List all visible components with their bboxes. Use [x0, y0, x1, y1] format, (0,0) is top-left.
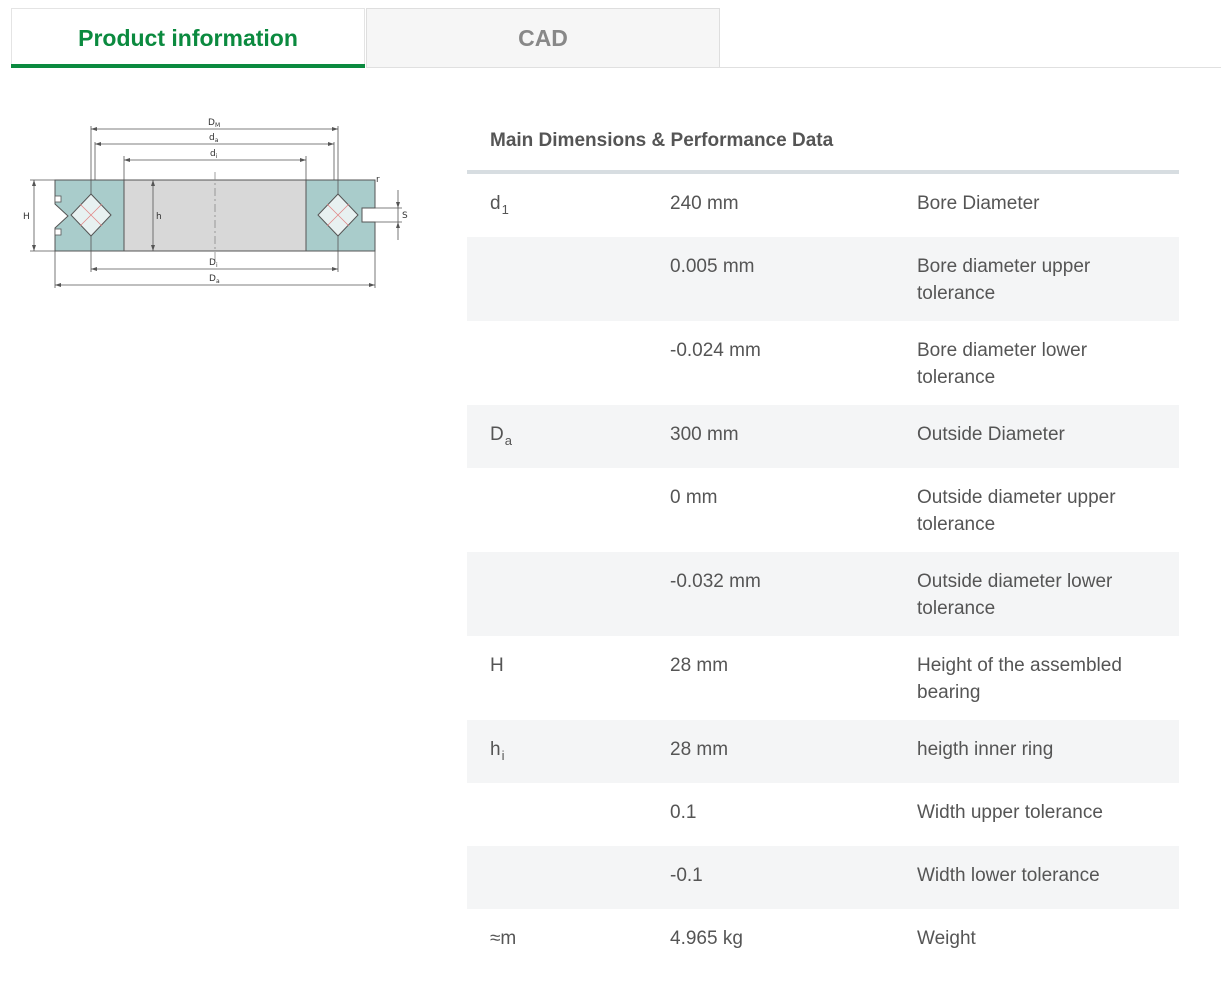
- row-value: 0.1: [670, 802, 697, 823]
- row-symbol: [467, 552, 647, 636]
- row-description: Outside diameter upper tolerance: [917, 487, 1116, 535]
- label-h: h: [156, 212, 162, 222]
- row-symbol: [467, 237, 647, 321]
- row-description: Outside Diameter: [917, 424, 1065, 445]
- row-symbol: [467, 321, 647, 405]
- dimensions-table: [467, 112, 1179, 972]
- row-description: Width lower tolerance: [917, 865, 1100, 886]
- table-row: [467, 552, 1179, 636]
- row-symbol: $h_i$: [490, 739, 505, 763]
- table-row: [467, 636, 1179, 720]
- row-symbol: [467, 783, 647, 846]
- table-row: [467, 174, 1179, 237]
- table-row: [467, 468, 1179, 552]
- row-value: 0 mm: [670, 487, 718, 508]
- row-value: -0.024 mm: [670, 340, 761, 361]
- row-description: Height of the assembled bearing: [917, 655, 1122, 703]
- row-symbol: ≈m: [490, 928, 517, 949]
- table-row: [467, 405, 1179, 468]
- row-value: 28 mm: [670, 655, 729, 676]
- table-row: [467, 237, 1179, 321]
- label-r: r: [376, 175, 380, 185]
- row-description: Bore Diameter: [917, 193, 1040, 214]
- row-description: Bore diameter upper tolerance: [917, 256, 1091, 304]
- label-di: $d_i$: [210, 149, 218, 160]
- tab-cad[interactable]: CAD: [366, 8, 720, 67]
- label-da: $d_a$: [209, 133, 219, 144]
- tab-baseline: [366, 67, 1221, 68]
- label-DM: $D_M$: [208, 118, 221, 129]
- row-description: heigth inner ring: [917, 739, 1054, 760]
- row-description: Bore diameter lower tolerance: [917, 340, 1088, 388]
- table-row: [467, 909, 1179, 972]
- row-value: -0.032 mm: [670, 571, 761, 592]
- row-symbol: $d_1$: [490, 193, 509, 217]
- label-S: S: [402, 211, 408, 221]
- row-description: Width upper tolerance: [917, 802, 1103, 823]
- row-value: 240 mm: [670, 193, 739, 214]
- row-symbol: H: [490, 655, 504, 676]
- label-Da: $D_a$: [209, 274, 220, 285]
- row-value: 4.965 kg: [670, 928, 743, 949]
- row-description: Outside diameter lower tolerance: [917, 571, 1113, 619]
- label-H: H: [23, 212, 30, 222]
- tab-product-information[interactable]: Product information: [11, 8, 365, 67]
- table-row: [467, 720, 1179, 783]
- row-value: 0.005 mm: [670, 256, 755, 277]
- bearing-dimension-drawing: [20, 112, 420, 294]
- table-title: Main Dimensions & Performance Data: [490, 130, 834, 151]
- row-value: 300 mm: [670, 424, 739, 445]
- row-symbol: [467, 468, 647, 552]
- left-ring-section: [55, 180, 124, 251]
- right-ring-section: [306, 180, 375, 251]
- row-value: -0.1: [670, 865, 703, 886]
- row-symbol: $D_a$: [490, 424, 512, 448]
- table-row: [467, 321, 1179, 405]
- table-row: [467, 783, 1179, 846]
- label-Di: $D_i$: [209, 258, 218, 269]
- table-row: [467, 846, 1179, 909]
- tab-bar: [11, 8, 1221, 68]
- row-value: 28 mm: [670, 739, 729, 760]
- row-symbol: [467, 846, 647, 909]
- row-description: Weight: [917, 928, 976, 949]
